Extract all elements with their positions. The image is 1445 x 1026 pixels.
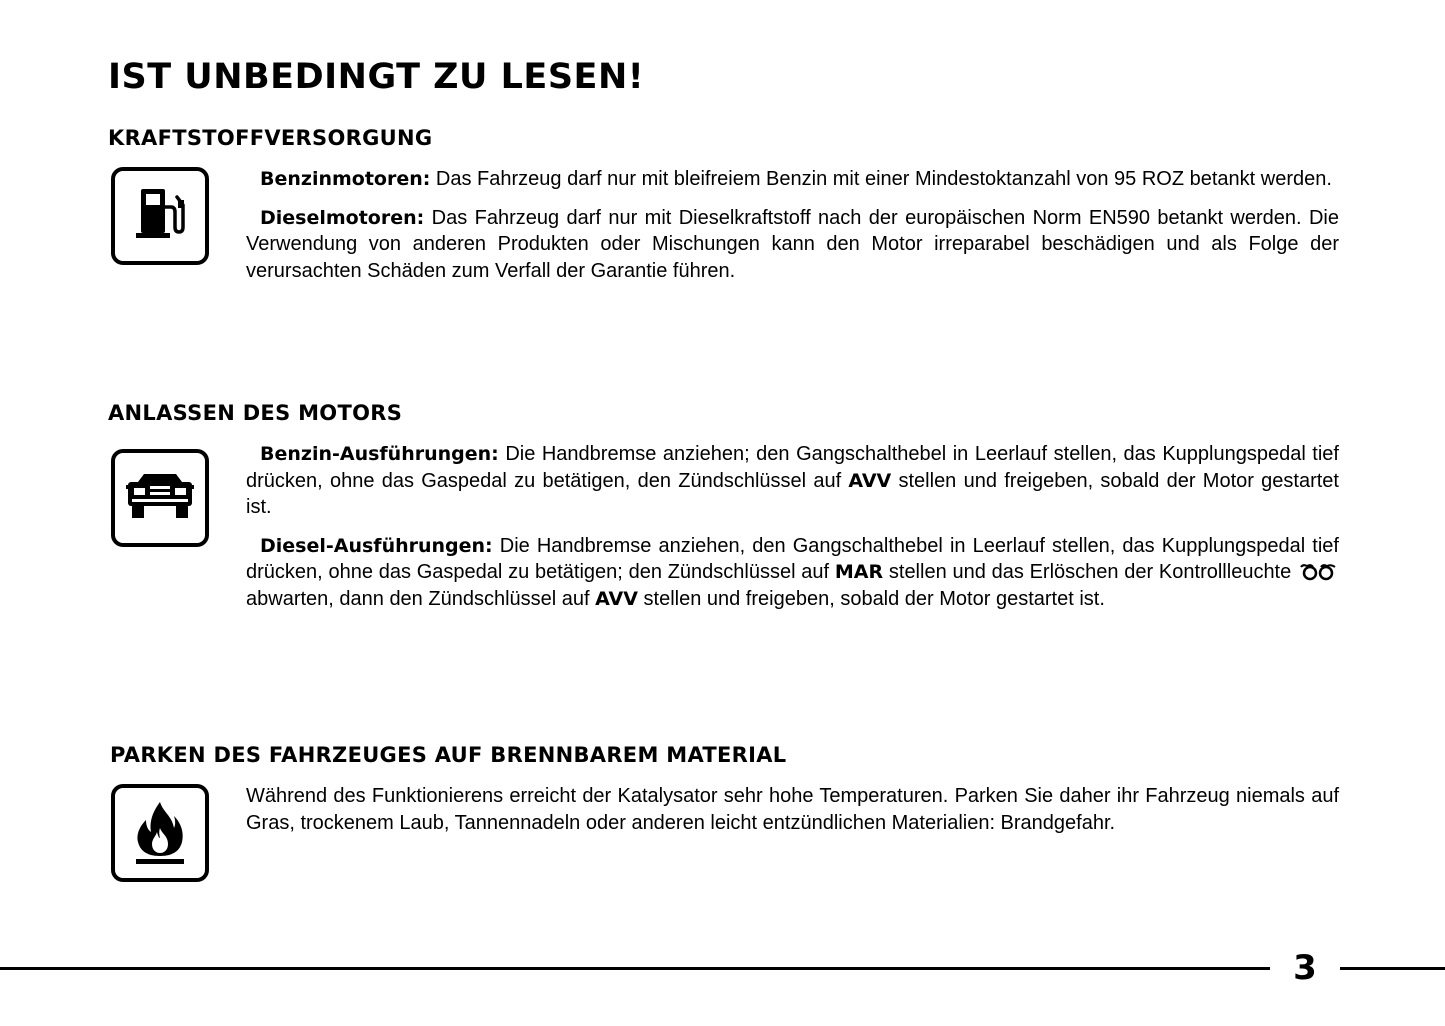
start-petrol-text-a: Die Handbremse anziehen; den Gangschalthebel in Leerlauf stellen, das Kupplungspedal tief drücken, ohne das Gaspedal zu betätigen, den Zündschlüssel auf <box>246 443 1339 492</box>
fuel-icon-frame <box>111 167 209 265</box>
page-title: IST UNBEDINGT ZU LESEN! <box>108 57 645 97</box>
lead-dieselmotoren: Dieselmotoren: <box>260 206 425 229</box>
fuel-paragraph-diesel <box>246 205 1339 285</box>
car-front-icon <box>124 468 196 528</box>
start-paragraph-petrol <box>246 441 1339 521</box>
fuel-text <box>246 166 1339 296</box>
section-heading-start: ANLASSEN DES MOTORS <box>108 401 403 425</box>
lead-diesel-ausfuehrungen: Diesel-Ausführungen: <box>260 534 493 557</box>
fuel-pump-icon <box>125 181 195 251</box>
parking-paragraph: Während des Funktionierens erreicht der Katalysator sehr hohe Temperaturen. Parken Sie daher ihr Fahrzeug niemals auf Gras, trockenem Laub, Tannennadeln oder anderen leicht entzündlichen Materialien: Brandgefahr. <box>246 785 1339 834</box>
lead-benzinmotoren: Benzinmotoren: <box>260 168 431 190</box>
fuel-petrol-text: Das Fahrzeug darf nur mit bleifreiem Benzin mit einer Mindestoktanzahl von 95 ROZ betankt werden. <box>430 168 1332 190</box>
start-paragraph-diesel <box>246 533 1339 613</box>
lead-benzin-ausfuehrungen: Benzin-Ausführungen: <box>260 443 499 465</box>
flame-icon <box>130 798 190 868</box>
flame-icon-frame <box>111 784 209 882</box>
keyword-avv: AVV <box>848 469 892 492</box>
glow-plug-icon <box>1299 563 1337 581</box>
section-heading-parking: PARKEN DES FAHRZEUGES AUF BRENNBAREM MATERIAL <box>110 743 787 767</box>
keyword-mar: MAR <box>834 561 884 583</box>
start-text <box>246 441 1339 624</box>
keyword-avv-2: AVV <box>595 587 638 610</box>
page-number: 3 <box>1293 948 1317 988</box>
start-diesel-text-c: abwarten, dann den Zündschlüssel auf <box>246 587 596 610</box>
footer-rule-right <box>1340 967 1445 970</box>
fuel-diesel-text: Das Fahrzeug darf nur mit Dieselkraftstoff nach der europäischen Norm EN590 betankt werden. Die Verwendung von anderen Produkten oder Mischungen kann den Motor irreparabel beschädigen und als Folge der verursachten Schäden zum Verfall der Garantie führen. <box>246 206 1339 282</box>
parking-text <box>246 783 1339 848</box>
fuel-paragraph-petrol <box>246 166 1339 193</box>
car-icon-frame <box>111 449 209 547</box>
start-petrol-text-b: stellen und freigeben, sobald der Motor gestartet ist. <box>246 469 1339 518</box>
footer-rule-left <box>0 967 1270 970</box>
start-diesel-text-d: stellen und freigeben, sobald der Motor gestartet ist. <box>637 587 1105 610</box>
section-heading-fuel: KRAFTSTOFFVERSORGUNG <box>108 126 433 150</box>
start-diesel-text-b: stellen und das Erlöschen der Kontrollleuchte <box>883 561 1297 583</box>
start-diesel-text-a: Die Handbremse anziehen, den Gangschalthebel in Leerlauf stellen, das Kupplungspedal tief drücken, ohne das Gaspedal zu betätigen; den Zündschlüssel auf <box>246 534 1339 583</box>
